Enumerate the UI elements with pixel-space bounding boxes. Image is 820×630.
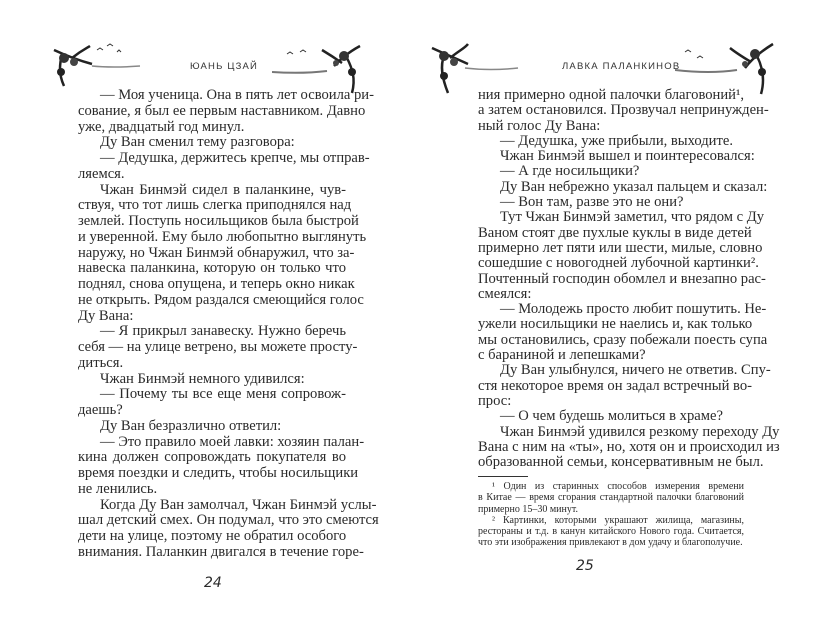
text-line: — А где носильщики? <box>500 163 640 180</box>
footnote-line: что эти изображения привлекают в дом удачу и благополучие. <box>478 537 743 549</box>
text-line: примерно лет пяти или шести, милые, словно <box>478 239 763 256</box>
footnote-line: рестораны и т.д. в канун китайского Нового года. Считается, <box>478 526 744 538</box>
text-line: и уверенной. Ему было любопытно выглянуть <box>78 228 367 245</box>
text-line: мы остановились, сразу побежали поесть супа <box>478 331 768 348</box>
text-line: ния примерно одной палочки благовоний¹, <box>478 87 744 103</box>
footnote-line: ¹ Один из старинных способов измерения времени <box>492 481 744 492</box>
text-line: Ду Ван сменил тему разговора: <box>100 134 295 151</box>
text-line: Тут Чжан Бинмэй заметил, что рядом с Ду <box>500 209 765 226</box>
text-line: — О чем будешь молиться в храме? <box>500 408 723 425</box>
text-line: — Дедушка, держитесь крепче, мы отправ- <box>100 150 370 166</box>
footnote-divider <box>478 476 528 477</box>
text-line: диться. <box>78 354 124 371</box>
text-line: даешь? <box>78 402 123 418</box>
body-text <box>78 87 379 561</box>
text-line: стя некоторое время он задал встречный во- <box>478 377 752 394</box>
footnotes <box>478 481 744 549</box>
text-line: Чжан Бинмэй вышел и поинтересовался: <box>500 148 755 165</box>
right-page <box>410 0 820 630</box>
footnote-line: примерно 15–30 минут. <box>478 503 578 515</box>
text-line: а затем остановился. Прозвучал непринужден- <box>478 102 769 119</box>
text-line: Ду Ван безразлично ответил: <box>100 417 282 434</box>
text-line: Ду Вана: <box>78 307 134 324</box>
text-line: — Я прикрыл занавеску. Нужно беречь <box>100 323 346 340</box>
text-line: ствуя, что тот лишь слегка приподнялся над <box>78 197 352 214</box>
text-line: Вана с ним на «ты», но, хотя он и происходил из <box>478 438 780 455</box>
text-line: Когда Ду Ван замолчал, Чжан Бинмэй услы- <box>100 496 377 513</box>
text-line: сование, я был ее первым наставником. Давно <box>78 102 366 119</box>
running-header-title: ЛАВКА ПАЛАНКИНОВ <box>562 61 681 72</box>
text-line: дети на улице, поэтому не обратил особого <box>78 528 347 544</box>
text-line: землей. Поступь носильщиков была быстрой <box>78 213 359 229</box>
text-line: наружу, но Чжан Бинмэй обнаружил, что за- <box>78 244 355 261</box>
page-number: 25 <box>576 558 594 574</box>
text-line: время поездки и следить, чтобы носильщики <box>78 465 359 481</box>
text-line: ужели носильщики не наелись и, как только <box>478 316 753 333</box>
running-header-author: ЮАНЬ ЦЗАЙ <box>190 61 259 72</box>
text-line: уже, двадцатый год минул. <box>78 118 245 135</box>
text-line: — Моя ученица. Она в пять лет освоила ри- <box>100 87 374 103</box>
page-number: 24 <box>204 575 222 591</box>
text-line: не ленились. <box>78 480 158 497</box>
text-line: Почтенный господин обомлел и внезапно рас- <box>478 270 766 287</box>
text-line: — Дедушка, уже прибыли, выходите. <box>500 132 733 149</box>
text-line: себя — на улице ветрено, вы можете просту- <box>78 339 358 355</box>
text-line: Ваном стоят две пухлые куклы в виде детей <box>478 224 752 241</box>
text-line: внимания. Паланкин двигался в течение горе- <box>78 543 364 560</box>
text-line: с бараниной и лепешками? <box>478 347 646 364</box>
text-line: — Это правило моей лавки: хозяин палан- <box>100 433 365 450</box>
text-line: Чжан Бинмэй немного удивился: <box>100 370 305 387</box>
text-line: ляемся. <box>78 165 125 182</box>
text-line: ный голос Ду Вана: <box>478 117 601 134</box>
text-line: — Почему ты все еще меня сопровож- <box>100 386 346 403</box>
body-text <box>478 87 780 471</box>
text-line: — Молодежь просто любит пошутить. Не- <box>500 301 767 318</box>
text-line: Чжан Бинмэй удивился резкому переходу Ду <box>500 423 780 440</box>
text-line: сошедшие с новогодней лубочной картинки². <box>478 255 759 272</box>
text-line: не открыть. Рядом раздался смеющийся голос <box>78 291 364 308</box>
text-line: Чжан Бинмэй сидел в паланкине, чув- <box>100 181 346 198</box>
footnote-line: ² Картинки, которыми украшают жилища, магазины, <box>492 514 744 526</box>
text-line: — Вон там, разве это не они? <box>500 194 684 211</box>
text-line: смеялся: <box>478 285 532 302</box>
text-line: прос: <box>478 392 512 409</box>
text-line: Ду Ван небрежно указал пальцем и сказал: <box>500 178 768 195</box>
footnote-line: в Китае — время сгорания стандартной палочки благовоний <box>478 492 744 504</box>
text-line: кина должен сопровождать покупателя во <box>78 449 346 466</box>
text-line: навеска паланкина, которую он только что <box>78 260 346 277</box>
text-line: Ду Ван улыбнулся, ничего не ответив. Спу- <box>500 362 771 379</box>
text-line: образованной семьи, консервативным не был. <box>478 454 764 471</box>
text-line: поднял, снова опущена, и теперь окно никак <box>78 276 355 292</box>
text-line: шал детский смех. Он подумал, что это смеются <box>78 512 379 529</box>
ink-branch-ornament-icon <box>52 38 142 93</box>
